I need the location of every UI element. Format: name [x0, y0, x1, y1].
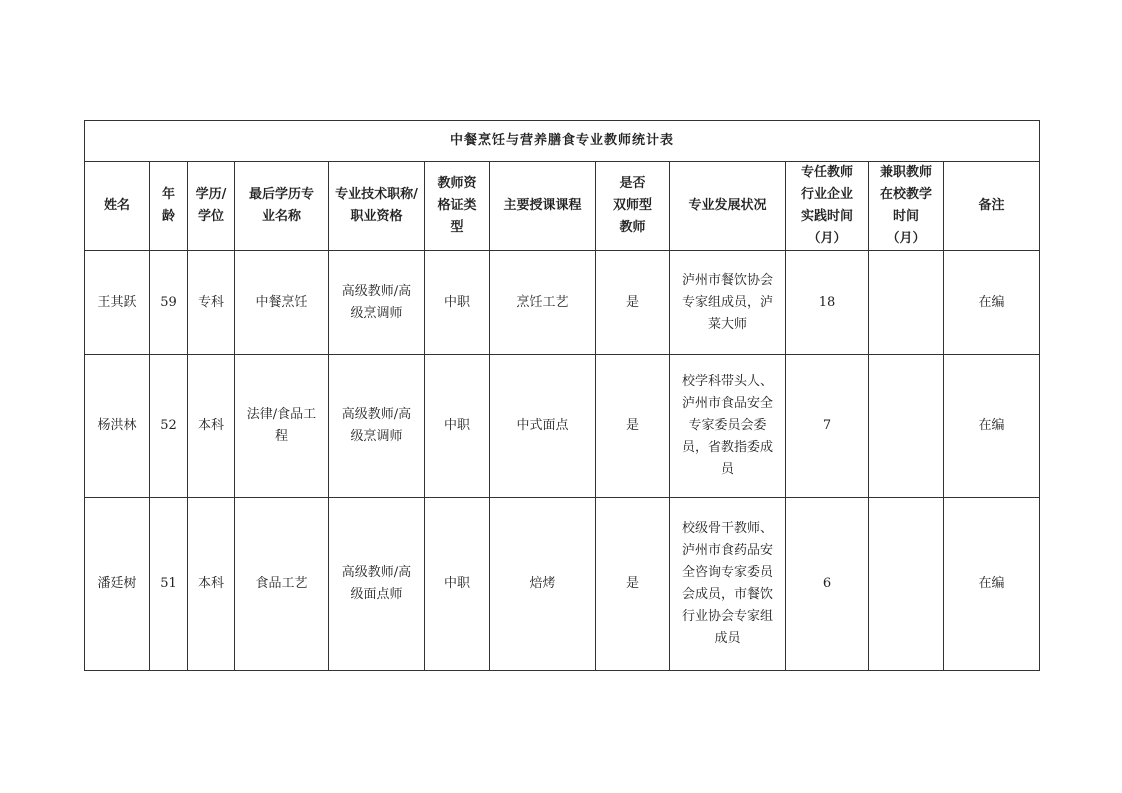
- cell-practice-months: 18: [786, 251, 869, 355]
- table-title: 中餐烹饪与营养膳食专业教师统计表: [85, 121, 1040, 162]
- cell-name: 王其跃: [85, 251, 150, 355]
- cell-parttime-months: [869, 355, 944, 498]
- header-degree: 学历/ 学位: [188, 162, 235, 251]
- cell-degree: 本科: [188, 498, 235, 671]
- header-dual: 是否 双师型 教师: [596, 162, 670, 251]
- cell-note: 在编: [944, 498, 1040, 671]
- cell-practice-months: 7: [786, 355, 869, 498]
- cell-age: 51: [150, 498, 188, 671]
- cell-course: 烹饪工艺: [490, 251, 596, 355]
- cell-parttime-months: [869, 251, 944, 355]
- table-row: [85, 355, 1040, 498]
- cell-name: 杨洪林: [85, 355, 150, 498]
- cell-cert: 中职: [425, 355, 490, 498]
- header-development: 专业发展状况: [670, 162, 786, 251]
- cell-dual: 是: [596, 355, 670, 498]
- cell-title: 高级教师/高 级烹调师: [329, 355, 425, 498]
- header-title: 专业技术职称/ 职业资格: [329, 162, 425, 251]
- header-course: 主要授课课程: [490, 162, 596, 251]
- header-name: 姓名: [85, 162, 150, 251]
- cell-note: 在编: [944, 355, 1040, 498]
- cell-title: 高级教师/高 级烹调师: [329, 251, 425, 355]
- header-row: [85, 162, 1040, 251]
- header-age: 年 龄: [150, 162, 188, 251]
- cell-development: 校学科带头人、 泸州市食品安全 专家委员会委 员，省教指委成 员: [670, 355, 786, 498]
- cell-name: 潘廷树: [85, 498, 150, 671]
- cell-practice-months: 6: [786, 498, 869, 671]
- cell-major: 中餐烹饪: [235, 251, 329, 355]
- cell-cert: 中职: [425, 498, 490, 671]
- cell-dual: 是: [596, 251, 670, 355]
- table-row: [85, 498, 1040, 671]
- header-practice-months: 专任教师 行业企业 实践时间 （月）: [786, 162, 869, 251]
- header-cert: 教师资 格证类 型: [425, 162, 490, 251]
- cell-age: 52: [150, 355, 188, 498]
- cell-title: 高级教师/高 级面点师: [329, 498, 425, 671]
- cell-note: 在编: [944, 251, 1040, 355]
- cell-dual: 是: [596, 498, 670, 671]
- cell-course: 焙烤: [490, 498, 596, 671]
- cell-parttime-months: [869, 498, 944, 671]
- header-parttime-months: 兼职教师 在校教学 时间 （月）: [869, 162, 944, 251]
- cell-cert: 中职: [425, 251, 490, 355]
- cell-development: 泸州市餐饮协会 专家组成员，泸 菜大师: [670, 251, 786, 355]
- header-major: 最后学历专 业名称: [235, 162, 329, 251]
- cell-major: 食品工艺: [235, 498, 329, 671]
- teacher-statistics-table: [84, 120, 1040, 671]
- cell-course: 中式面点: [490, 355, 596, 498]
- header-note: 备注: [944, 162, 1040, 251]
- cell-degree: 本科: [188, 355, 235, 498]
- cell-degree: 专科: [188, 251, 235, 355]
- cell-age: 59: [150, 251, 188, 355]
- cell-major: 法律/食品工 程: [235, 355, 329, 498]
- table-row: [85, 251, 1040, 355]
- cell-development: 校级骨干教师、 泸州市食药品安 全咨询专家委员 会成员，市餐饮 行业协会专家组 成员: [670, 498, 786, 671]
